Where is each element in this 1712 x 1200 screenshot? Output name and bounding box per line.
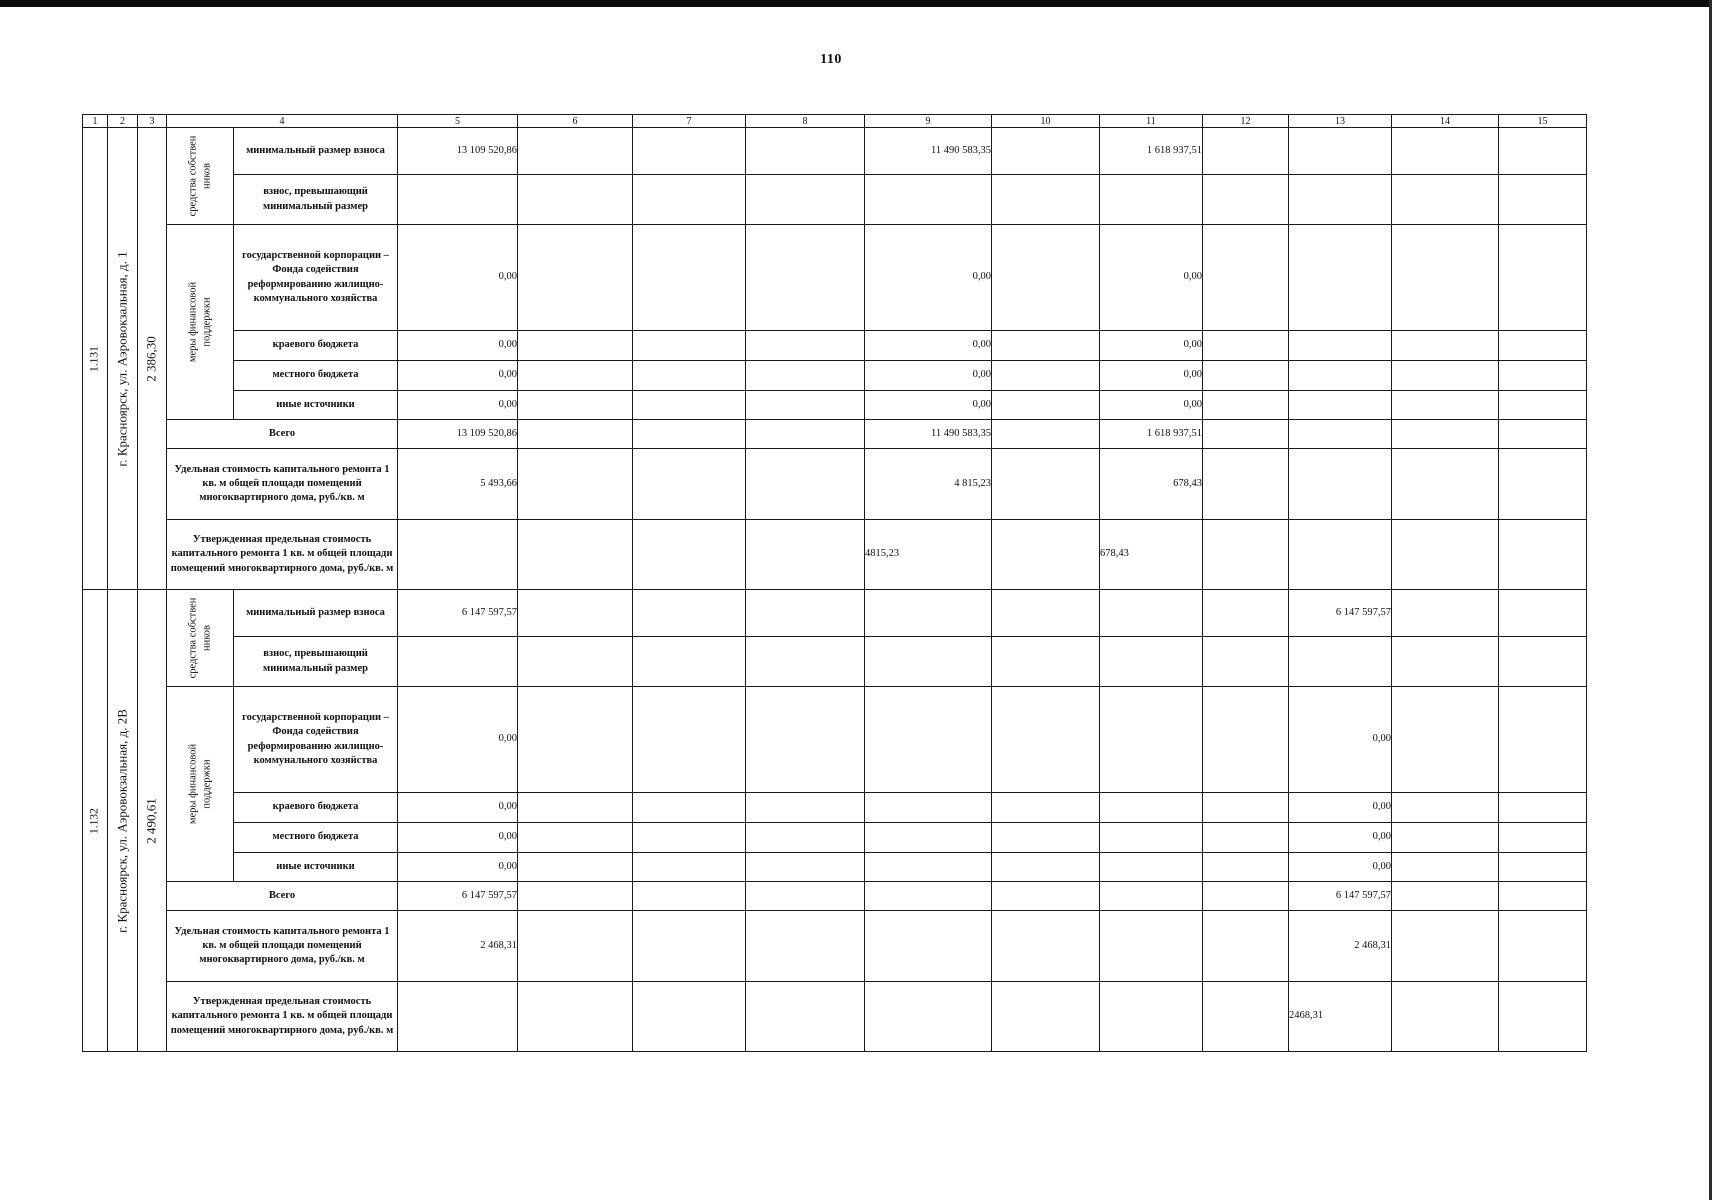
value-cell: 0,00 — [398, 687, 518, 793]
value-cell — [1100, 793, 1203, 823]
page-number: 110 — [820, 52, 842, 67]
value-cell: 0,00 — [398, 361, 518, 391]
table-row — [83, 793, 1587, 823]
value-cell: 2 468,31 — [1289, 911, 1392, 982]
value-cell: 0,00 — [865, 331, 992, 361]
value-cell: 0,00 — [398, 225, 518, 331]
approved-cost-label: Утвержденная предельная стоимость капитального ремонта 1 кв. м общей площади помещений многоквартирного дома, руб./кв. м — [167, 520, 398, 590]
value-cell: 0,00 — [865, 361, 992, 391]
column-header: 3 — [138, 115, 167, 128]
table-row — [83, 982, 1587, 1052]
table-row — [83, 420, 1587, 449]
column-header: 4 — [167, 115, 398, 128]
value-cell — [1100, 823, 1203, 853]
column-header: 2 — [108, 115, 138, 128]
value-cell — [865, 982, 992, 1052]
table-row — [83, 687, 1587, 793]
value-cell: 2468,31 — [1289, 982, 1392, 1052]
row-label: иные источники — [234, 391, 398, 420]
owners-group-cell — [167, 590, 234, 687]
value-cell: 11 490 583,35 — [865, 420, 992, 449]
value-cell: 2 468,31 — [398, 911, 518, 982]
table-row — [83, 853, 1587, 882]
table-row — [83, 449, 1587, 520]
total-label: Всего — [167, 420, 398, 449]
value-cell — [1289, 391, 1392, 420]
row-label: минимальный размер взноса — [234, 590, 398, 637]
value-cell — [865, 853, 992, 882]
value-cell: 678,43 — [1100, 449, 1203, 520]
table-row — [83, 391, 1587, 420]
value-cell — [865, 882, 992, 911]
column-header: 7 — [633, 115, 746, 128]
value-cell: 0,00 — [398, 823, 518, 853]
row-label: взнос, превышающий минимальный размер — [234, 175, 398, 225]
value-cell: 0,00 — [1100, 225, 1203, 331]
value-cell: 13 109 520,86 — [398, 420, 518, 449]
value-cell: 1 618 937,51 — [1100, 420, 1203, 449]
value-cell — [1289, 331, 1392, 361]
owners-group-label: средства собствен ников — [187, 135, 212, 217]
value-cell: 0,00 — [398, 391, 518, 420]
value-cell — [865, 687, 992, 793]
column-header: 1 — [83, 115, 108, 128]
object-number: 1.132 — [88, 807, 101, 834]
column-header: 15 — [1499, 115, 1587, 128]
value-cell — [1100, 853, 1203, 882]
support-group-label: меры финансовой поддержки — [187, 281, 212, 363]
table-row — [83, 823, 1587, 853]
column-header: 9 — [865, 115, 992, 128]
support-group-cell — [167, 687, 234, 882]
unit-cost-label: Удельная стоимость капитального ремонта 1 кв. м общей площади помещений многоквартирного дома, руб./кв. м — [167, 449, 398, 520]
object-address: г. Красноярск, ул. Аэровокзальная, д. 1 — [114, 250, 130, 467]
object-area: 2 490,61 — [143, 797, 159, 844]
total-label: Всего — [167, 882, 398, 911]
value-cell: 1 618 937,51 — [1100, 128, 1203, 175]
value-cell: 678,43 — [1100, 520, 1203, 590]
value-cell: 0,00 — [398, 331, 518, 361]
value-cell — [865, 911, 992, 982]
column-header: 12 — [1203, 115, 1289, 128]
value-cell: 0,00 — [1289, 853, 1392, 882]
value-cell: 5 493,66 — [398, 449, 518, 520]
scan-top-border — [0, 0, 1712, 7]
value-cell: 0,00 — [1100, 331, 1203, 361]
row-label: взнос, превышающий минимальный размер — [234, 637, 398, 687]
value-cell — [1289, 225, 1392, 331]
row-label: государственной корпорации – Фонда содействия реформированию жилищно-коммунального хозяйства — [234, 225, 398, 331]
repair-cost-table — [82, 114, 1587, 1052]
value-cell: 6 147 597,57 — [1289, 590, 1392, 637]
value-cell — [1289, 420, 1392, 449]
value-cell — [1100, 590, 1203, 637]
column-header: 11 — [1100, 115, 1203, 128]
row-label: государственной корпорации – Фонда содействия реформированию жилищно-коммунального хозяйства — [234, 687, 398, 793]
value-cell — [865, 793, 992, 823]
value-cell — [1289, 361, 1392, 391]
value-cell: 6 147 597,57 — [1289, 882, 1392, 911]
value-cell — [865, 823, 992, 853]
address-cell — [108, 590, 138, 1052]
row-label: иные источники — [234, 853, 398, 882]
value-cell: 4 815,23 — [865, 449, 992, 520]
table-row — [83, 520, 1587, 590]
value-cell: 4815,23 — [865, 520, 992, 590]
owners-group-label: средства собствен ников — [187, 597, 212, 679]
column-number-row — [83, 115, 1587, 128]
column-header: 13 — [1289, 115, 1392, 128]
row-label: местного бюджета — [234, 361, 398, 391]
value-cell: 0,00 — [1289, 687, 1392, 793]
value-cell: 6 147 597,57 — [398, 882, 518, 911]
value-cell: 0,00 — [398, 853, 518, 882]
value-cell: 0,00 — [1289, 823, 1392, 853]
value-cell — [1289, 449, 1392, 520]
value-cell — [1289, 128, 1392, 175]
support-group-label: меры финансовой поддержки — [187, 743, 212, 825]
value-cell — [865, 590, 992, 637]
row-label: краевого бюджета — [234, 793, 398, 823]
table-row — [83, 911, 1587, 982]
value-cell: 0,00 — [865, 391, 992, 420]
column-header: 5 — [398, 115, 518, 128]
table-row — [83, 175, 1587, 225]
area-cell — [138, 590, 167, 1052]
value-cell: 6 147 597,57 — [398, 590, 518, 637]
row-label: минимальный размер взноса — [234, 128, 398, 175]
value-cell: 0,00 — [1100, 361, 1203, 391]
approved-cost-label: Утвержденная предельная стоимость капитального ремонта 1 кв. м общей площади помещений многоквартирного дома, руб./кв. м — [167, 982, 398, 1052]
column-header: 6 — [518, 115, 633, 128]
column-header: 14 — [1392, 115, 1499, 128]
owners-group-cell — [167, 128, 234, 225]
support-group-cell — [167, 225, 234, 420]
row-label: краевого бюджета — [234, 331, 398, 361]
table-row — [83, 590, 1587, 637]
value-cell — [1289, 520, 1392, 590]
value-cell: 0,00 — [865, 225, 992, 331]
area-cell — [138, 128, 167, 590]
row-label: местного бюджета — [234, 823, 398, 853]
value-cell — [1100, 911, 1203, 982]
value-cell — [1100, 882, 1203, 911]
value-cell — [1100, 687, 1203, 793]
value-cell: 0,00 — [398, 793, 518, 823]
table-row — [83, 882, 1587, 911]
column-header: 10 — [992, 115, 1100, 128]
table-row — [83, 331, 1587, 361]
value-cell: 13 109 520,86 — [398, 128, 518, 175]
address-cell — [108, 128, 138, 590]
table-row — [83, 128, 1587, 175]
object-area: 2 386,30 — [143, 335, 159, 382]
object-number-cell — [83, 128, 108, 590]
column-header: 8 — [746, 115, 865, 128]
unit-cost-label: Удельная стоимость капитального ремонта 1 кв. м общей площади помещений многоквартирного дома, руб./кв. м — [167, 911, 398, 982]
value-cell — [1100, 982, 1203, 1052]
table-row — [83, 361, 1587, 391]
object-number: 1.131 — [88, 345, 101, 372]
object-address: г. Красноярск, ул. Аэровокзальная, д. 2В — [114, 708, 130, 933]
object-number-cell — [83, 590, 108, 1052]
value-cell: 11 490 583,35 — [865, 128, 992, 175]
value-cell: 0,00 — [1289, 793, 1392, 823]
table-row — [83, 225, 1587, 331]
value-cell: 0,00 — [1100, 391, 1203, 420]
table-row — [83, 637, 1587, 687]
